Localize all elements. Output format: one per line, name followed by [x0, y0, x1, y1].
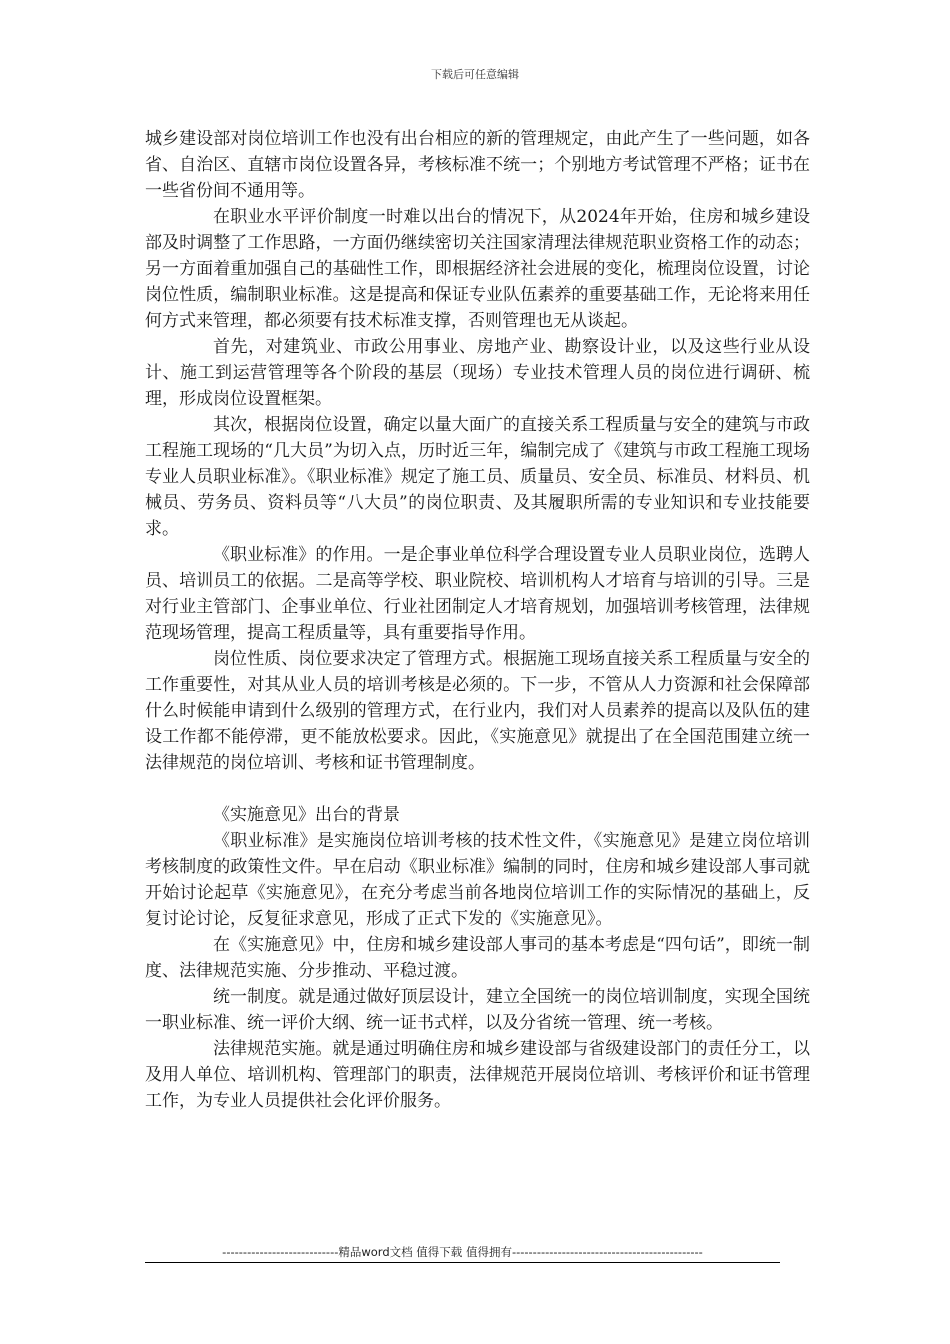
paragraph: 在职业水平评价制度一时难以出台的情况下，从2024年开始，住房和城乡建设部及时调整了工作思路，一方面仍继续密切关注国家清理法律规范职业资格工作的动态；另一方面着重加强自己的基础性工作，即根据经济社会进展的变化，梳理岗位设置，讨论岗位性质，编制职业标准。这是提高和保证专业队伍素养的重要基础工作，无论将来用任何方式来管理，都必须要有技术标准支撑，否则管理也无从谈起。	[145, 207, 810, 331]
paragraph: 首先，对建筑业、市政公用事业、房地产业、勘察设计业，以及这些行业从设计、施工到运营管理等各个阶段的基层（现场）专业技术管理人员的岗位进行调研、梳理，形成岗位设置框架。	[145, 337, 810, 409]
paragraph: 统一制度。就是通过做好顶层设计，建立全国统一的岗位培训制度，实现全国统一职业标准、统一评价大纲、统一证书式样，以及分省统一管理、统一考核。	[145, 987, 810, 1033]
footer-divider	[145, 1262, 780, 1263]
paragraph: 《职业标准》的作用。一是企事业单位科学合理设置专业人员职业岗位，选聘人员、培训员工的依据。二是高等学校、职业院校、培训机构人才培育与培训的引导。三是对行业主管部门、企事业单位、行业社团制定人才培育规划，加强培训考核管理，法律规范现场管理，提高工程质量等，具有重要指导作用。	[145, 545, 810, 643]
page-header: 下载后可任意编辑	[431, 68, 519, 81]
paragraph: 岗位性质、岗位要求决定了管理方式。根据施工现场直接关系工程质量与安全的工作重要性，对其从业人员的培训考核是必须的。下一步，不管从人力资源和社会保障部什么时候能申请到什么级别的管理方式，在行业内，我们对人员素养的提高以及队伍的建设工作都不能停滞，更不能放松要求。因此，《实施意见》就提出了在全国范围建立统一法律规范的岗位培训、考核和证书管理制度。	[145, 649, 810, 773]
document-body	[145, 126, 810, 1114]
paragraph: 在《实施意见》中，住房和城乡建设部人事司的基本考虑是“四句话”，即统一制度、法律规范实施、分步推动、平稳过渡。	[145, 935, 810, 981]
page-footer: ----------------------------精品word文档 值得下载 值得拥有----------------------------------------------	[222, 1245, 703, 1259]
section-heading: 《实施意见》出台的背景	[213, 805, 400, 825]
paragraph-continuation: 城乡建设部对岗位培训工作也没有出台相应的新的管理规定，由此产生了一些问题，如各省、自治区、直辖市岗位设置各异，考核标准不统一；个别地方考试管理不严格；证书在一些省份间不通用等。	[145, 129, 810, 201]
paragraph: 法律规范实施。就是通过明确住房和城乡建设部与省级建设部门的责任分工，以及用人单位、培训机构、管理部门的职责，法律规范开展岗位培训、考核评价和证书管理工作，为专业人员提供社会化评价服务。	[145, 1039, 810, 1111]
paragraph: 其次，根据岗位设置，确定以量大面广的直接关系工程质量与安全的建筑与市政工程施工现场的“几大员”为切入点，历时近三年，编制完成了《建筑与市政工程施工现场专业人员职业标准》。《职业标准》规定了施工员、质量员、安全员、标准员、材料员、机械员、劳务员、资料员等“八大员”的岗位职责、及其履职所需的专业知识和专业技能要求。	[145, 415, 810, 539]
paragraph: 《职业标准》是实施岗位培训考核的技术性文件，《实施意见》是建立岗位培训考核制度的政策性文件。早在启动《职业标准》编制的同时，住房和城乡建设部人事司就开始讨论起草《实施意见》，在充分考虑当前各地岗位培训工作的实际情况的基础上，反复讨论讨论，反复征求意见，形成了正式下发的《实施意见》。	[145, 831, 810, 929]
